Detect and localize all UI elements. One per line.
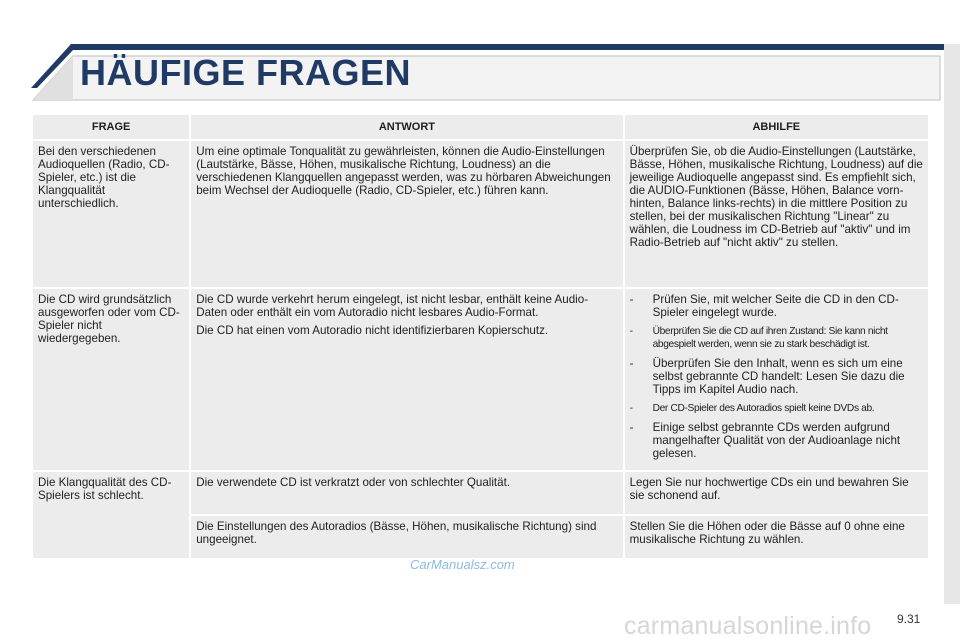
antwort-cell <box>190 140 623 288</box>
list-item-text: Überprüfen Sie den Inhalt, wenn es sich um eine selbst gebrannte CD handelt: Lesen Sie dazu die Tipps im Kapitel Audio nach. <box>652 357 905 396</box>
list-item-text: Der CD-Spieler des Autoradios spielt keine DVDs ab. <box>652 403 875 414</box>
dash-bullet: - <box>629 421 634 434</box>
abhilfe-cell <box>624 140 929 288</box>
antwort-cell <box>190 288 623 471</box>
frage-text: Bei den verschiedenen Audioquellen (Radio, CD-Spieler, etc.) ist die Klangqualität unterschiedlich. <box>38 145 170 210</box>
header-frage: FRAGE <box>32 114 190 140</box>
list-item <box>630 357 924 396</box>
page-title: HÄUFIGE FRAGEN <box>80 52 411 93</box>
antwort-text: Die Einstellungen des Autoradios (Bässe, Höhen, musikalische Richtung) sind ungeeignet. <box>196 520 597 546</box>
abhilfe-text: Überprüfen Sie, ob die Audio-Einstellungen (Lautstärke, Bässe, Höhen, musikalische Richtung, Loudness) auf die jeweilige Audioquelle angepasst sind. Es empfiehlt sich, die AUDIO-Funktionen (Bässe, Höhen, Balance vorn-hinten, Balance links-rechts) in die mittlere Position zu stellen, bei der musikalischen Richtung "Linear" zu wählen, die Loudness im CD-Betrieb auf "aktiv" und im Radio-Betrieb auf "nicht aktiv" zu stellen. <box>629 145 923 249</box>
frage-cell <box>32 471 190 559</box>
antwort-text: Die verwendete CD ist verkratzt oder von schlechter Qualität. <box>196 476 511 489</box>
header-antwort: ANTWORT <box>190 114 623 140</box>
dash-bullet: - <box>629 326 633 337</box>
list-item <box>630 325 924 351</box>
abhilfe-list <box>630 293 924 460</box>
list-item-text: Überprüfen Sie die CD auf ihren Zustand: Sie kann nicht abgespielt werden, wenn sie zu stark beschädigt ist. <box>652 326 888 350</box>
watermark-text: CarManualsz.com <box>410 557 515 572</box>
footer-site-watermark: carmanualsonline.info <box>624 612 872 640</box>
frage-text: Die CD wird grundsätzlich ausgeworfen oder vom CD-Spieler nicht wiedergegeben. <box>38 293 180 345</box>
antwort-text: Die CD wurde verkehrt herum eingelegt, ist nicht lesbar, enthält keine Audio-Daten oder enthält ein vom Autoradio nicht lesbares Audio-Format. <box>196 293 589 319</box>
table-row <box>32 471 929 515</box>
list-item-text: Prüfen Sie, mit welcher Seite die CD in den CD-Spieler eingelegt wurde. <box>652 293 899 319</box>
list-item <box>630 402 924 415</box>
header-abhilfe: ABHILFE <box>624 114 929 140</box>
table-row <box>32 140 929 288</box>
abhilfe-cell <box>624 288 929 471</box>
dash-bullet: - <box>629 357 634 370</box>
list-item <box>630 293 924 319</box>
abhilfe-cell <box>624 515 929 559</box>
abhilfe-text: Stellen Sie die Höhen oder die Bässe auf 0 ohne eine musikalische Richtung zu wählen. <box>629 520 905 546</box>
antwort-text: Um eine optimale Tonqualität zu gewährleisten, können die Audio-Einstellungen (Lautstärke, Bässe, Höhen, musikalische Richtung, Loudness) an die verschiedenen Klangquellen angepasst werden, was zu hörbaren Abweichungen beim Wechsel der Audioquelle (Radio, CD-Spieler, etc.) führen kann. <box>196 145 611 197</box>
table-header-row <box>32 114 929 140</box>
page-edge-bar <box>944 44 960 604</box>
antwort-cell <box>190 515 623 559</box>
frage-cell <box>32 288 190 471</box>
list-item-text: Einige selbst gebrannte CDs werden aufgrund mangelhafter Qualität von der Audioanlage nicht gelesen. <box>652 421 901 460</box>
antwort-cell <box>190 471 623 515</box>
table-row <box>32 288 929 471</box>
list-item <box>630 421 924 460</box>
antwort-text: Die CD hat einen vom Autoradio nicht identifizierbaren Kopierschutz. <box>196 324 549 337</box>
dash-bullet: - <box>629 293 634 306</box>
faq-table <box>31 113 930 560</box>
abhilfe-text: Legen Sie nur hochwertige CDs ein und bewahren Sie sie schonend auf. <box>629 476 909 502</box>
abhilfe-cell <box>624 471 929 515</box>
frage-cell <box>32 140 190 288</box>
frage-text: Die Klangqualität des CD-Spielers ist schlecht. <box>38 476 172 502</box>
dash-bullet: - <box>629 403 633 414</box>
page-number: 9.31 <box>897 612 921 626</box>
